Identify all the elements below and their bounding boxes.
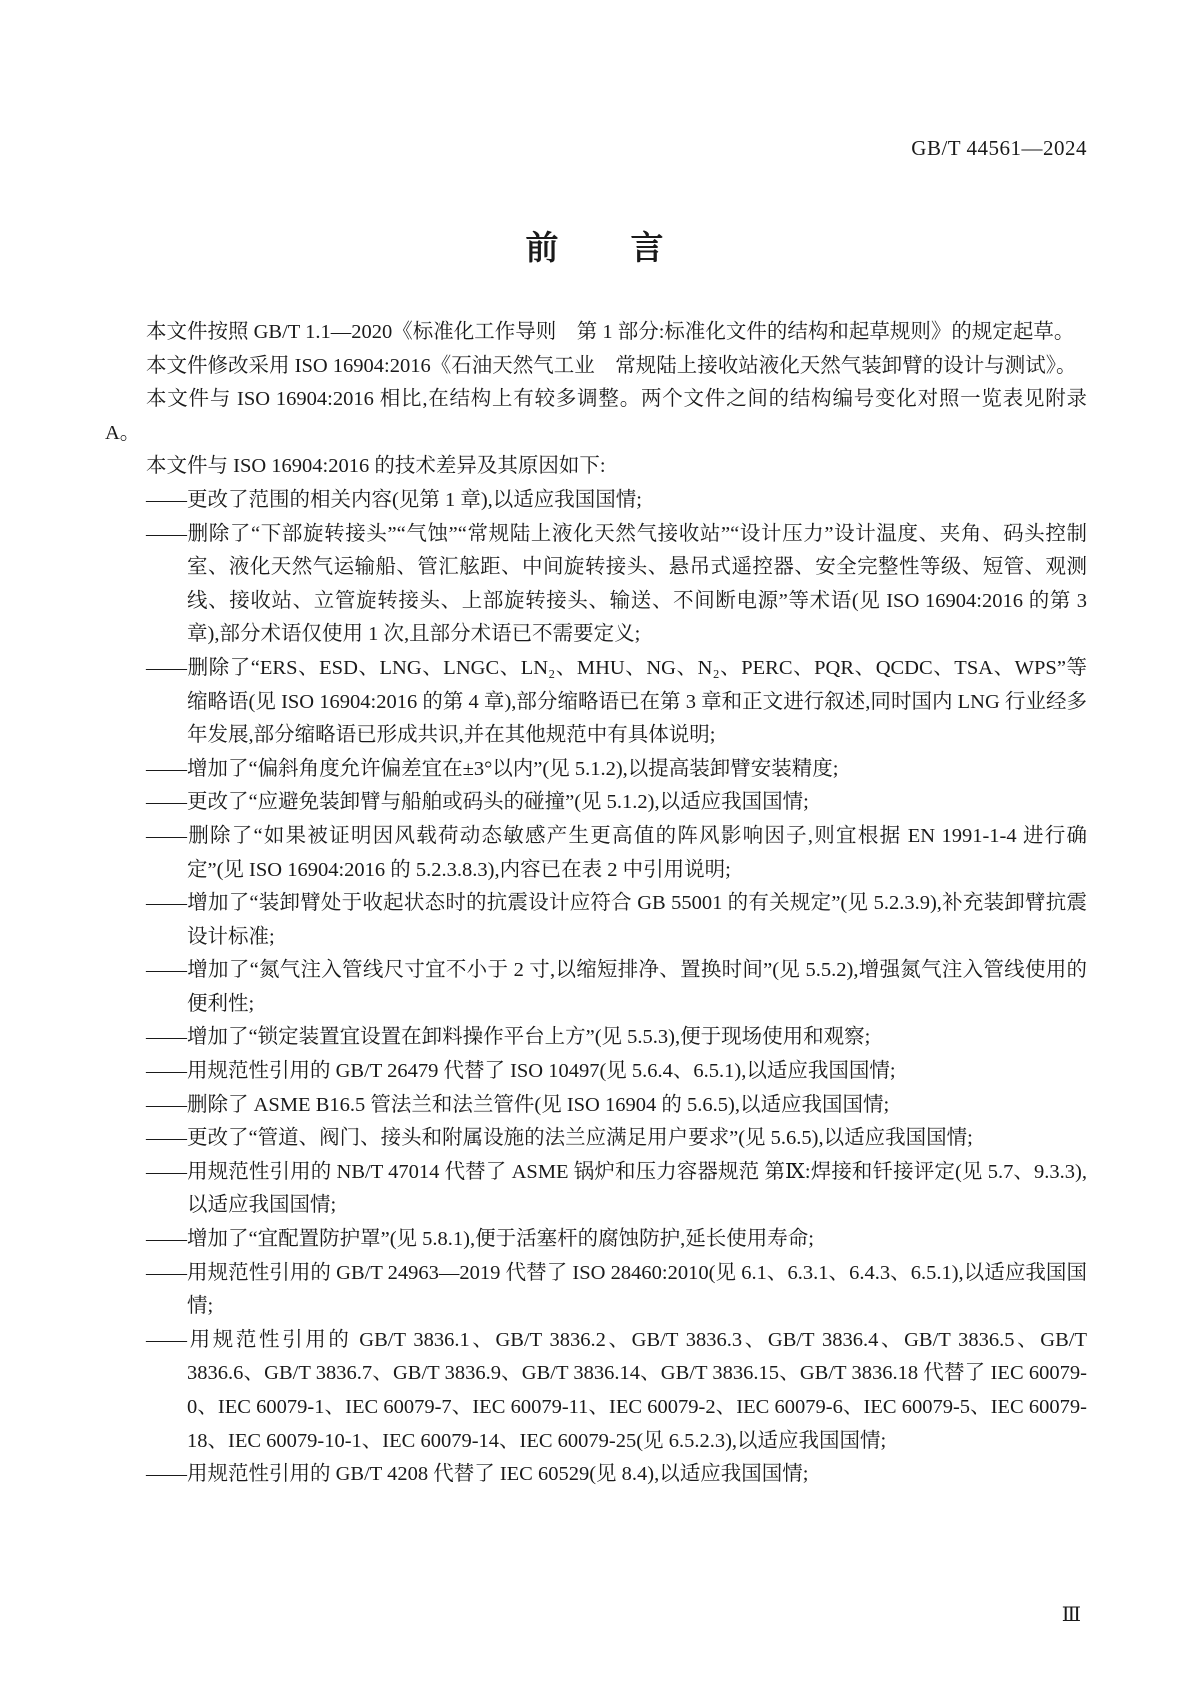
list-item: ——更改了“管道、阀门、接头和附属设施的法兰应满足用户要求”(见 5.6.5),以适应我国国情; <box>146 1127 973 1150</box>
standard-number: GB/T 44561—2024 <box>911 136 1087 160</box>
list-item: ——更改了“应避免装卸臂与船舶或码头的碰撞”(见 5.1.2),以适应我国国情; <box>146 791 809 814</box>
list-item: ——删除了“ERS、ESD、LNG、LNGC、LN₂、MHU、NG、N₂、PERC、PQR、QCDC、TSA、WPS”等缩略语(见 ISO 16904:2016 的第 4 章),部分缩略语已在第 3 章和正文进行叙述,同时国内 LNG 行业经多年发展,部分缩略语已形成共识,并在其他规范中有具体说明; <box>146 656 1087 747</box>
paragraph: 本文件与 ISO 16904:2016 相比,在结构上有较多调整。两个文件之间的结构编号变化对照一览表见附录 A。 <box>105 388 1087 444</box>
page-title: 前 言 <box>525 229 666 266</box>
page-number: Ⅲ <box>1061 1604 1081 1626</box>
paragraph: 本文件与 ISO 16904:2016 的技术差异及其原因如下: <box>146 455 606 478</box>
list-item: ——增加了“宜配置防护罩”(见 5.8.1),便于活塞杆的腐蚀防护,延长使用寿命; <box>146 1228 814 1251</box>
foreword-body <box>105 316 1087 1492</box>
list-item: ——增加了“锁定装置宜设置在卸料操作平台上方”(见 5.5.3),便于现场使用和观察; <box>146 1026 871 1049</box>
paragraph: 本文件按照 GB/T 1.1—2020《标准化工作导则 第 1 部分:标准化文件的结构和起草规则》的规定起草。 <box>146 321 1075 343</box>
list-item: ——增加了“氮气注入管线尺寸宜不小于 2 寸,以缩短排净、置换时间”(见 5.5.2),增强氮气注入管线使用的便利性; <box>146 959 1087 1015</box>
list-item: ——用规范性引用的 NB/T 47014 代替了 ASME 锅炉和压力容器规范 第Ⅸ:焊接和钎接评定(见 5.7、9.3.3),以适应我国国情; <box>146 1160 1087 1217</box>
list-item: ——删除了 ASME B16.5 管法兰和法兰管件(见 ISO 16904 的 5.6.5),以适应我国国情; <box>146 1093 890 1116</box>
list-item: ——用规范性引用的 GB/T 4208 代替了 IEC 60529(见 8.4),以适应我国国情; <box>146 1463 809 1486</box>
list-item: ——删除了“如果被证明因风载荷动态敏感产生更高值的阵风影响因子,则宜根据 EN 1991-1-4 进行确定”(见 ISO 16904:2016 的 5.2.3.8.3),内容已在表 2 中引用说明; <box>146 824 1087 881</box>
list-item: ——删除了“下部旋转接头”“气蚀”“常规陆上液化天然气接收站”“设计压力”设计温度、夹角、码头控制室、液化天然气运输船、管汇舷距、中间旋转接头、悬吊式遥控器、安全完整性等级、短管、观测线、接收站、立管旋转接头、上部旋转接头、输送、不间断电源”等术语(见 ISO 16904:2016 的第 3 章),部分术语仅使用 1 次,且部分术语已不需要定义; <box>146 522 1087 646</box>
paragraph: 本文件修改采用 ISO 16904:2016《石油天然气工业 常规陆上接收站液化天然气装卸臂的设计与测试》。 <box>146 354 1077 377</box>
list-item: ——用规范性引用的 GB/T 26479 代替了 ISO 10497(见 5.6.4、6.5.1),以适应我国国情; <box>146 1060 896 1083</box>
list-item: ——增加了“装卸臂处于收起状态时的抗震设计应符合 GB 55001 的有关规定”(见 5.2.3.9),补充装卸臂抗震设计标准; <box>146 892 1087 948</box>
list-item: ——更改了范围的相关内容(见第 1 章),以适应我国国情; <box>146 488 642 511</box>
list-item: ——用规范性引用的 GB/T 24963—2019 代替了 ISO 28460:2010(见 6.1、6.3.1、6.4.3、6.5.1),以适应我国国情; <box>146 1261 1087 1318</box>
list-item: ——增加了“偏斜角度允许偏差宜在±3°以内”(见 5.1.2),以提高装卸臂安装精度; <box>146 757 839 780</box>
list-item: ——用规范性引用的 GB/T 3836.1、GB/T 3836.2、GB/T 3836.3、GB/T 3836.4、GB/T 3836.5、GB/T 3836.6、GB/T 3836.7、GB/T 3836.9、GB/T 3836.14、GB/T 3836.15、GB/T 3836.18 代替了 IEC 60079-0、IEC 60079-1、IEC 60079-7、IEC 60079-11、IEC 60079-2、IEC 60079-6、IEC 60079-5、IEC 60079-18、IEC 60079-10-1、IEC 60079-14、IEC 60079-25(见 6.5.2.3),以适应我国国情; <box>146 1328 1087 1452</box>
